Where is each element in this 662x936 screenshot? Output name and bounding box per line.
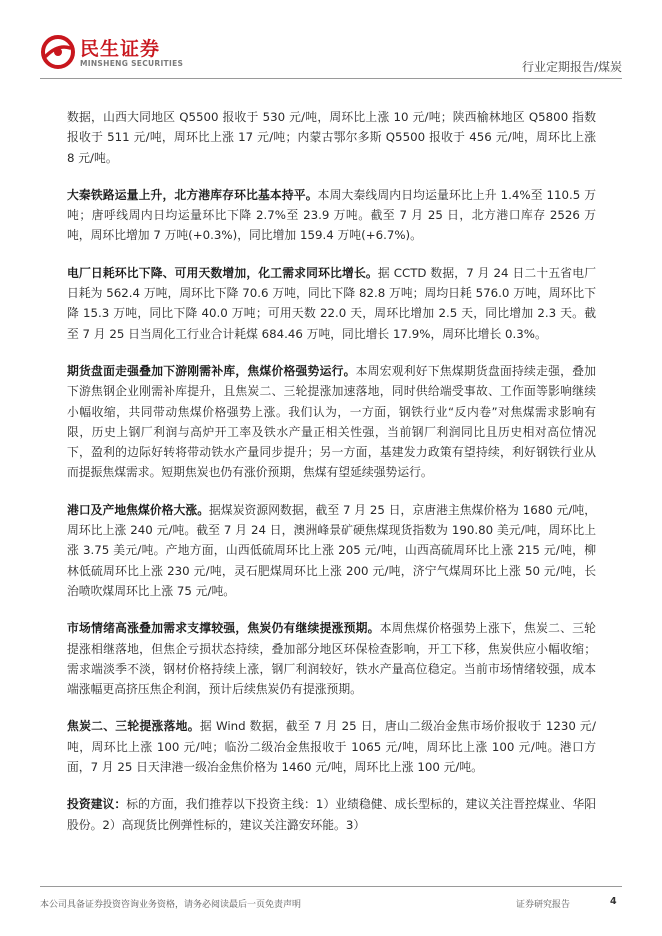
paragraph-text: 本周焦煤价格强势上涨下，焦炭二、三轮提涨相继落地，但焦企亏损状态持续，叠加部分地区环保检查影响，开工下移，焦炭供应小幅收缩；需求端淡季不淡，钢材价格持续上涨，钢厂利润较好，铁水产量高位稳定。当前市场情绪较强，成本端涨幅更高挤压焦企利润，预计后续焦炭仍有提涨预期。 [67,621,596,697]
paragraph-lead: 市场情绪高涨叠加需求支撑较强，焦炭仍有继续提涨预期。 [67,621,380,636]
paragraph-text: 本周大秦线周内日均运量环比上升 1.4%至 110.5 万吨；唐呼线周内日均运量环比下降 2.7%至 23.9 万吨。截至 7 月 25 日，北方港口库存 2526 万吨，周环比增加 7 万吨(+0.3%)，同比增加 159.4 万吨(+6.7%)。 [67,187,596,243]
paragraph-lead: 电厂日耗环比下降、可用天数增加，化工需求同环比增长。 [67,265,378,280]
report-body [67,107,596,852]
minsheng-logo-icon [40,34,76,70]
paragraph-coke-outlook [67,618,596,699]
paragraph-text: 据 CCTD 数据，7 月 24 日二十五省电厂日耗为 562.4 万吨，周环比下降 70.6 万吨，同比下降 82.8 万吨；周均日耗 576.0 万吨，周环比下降 15.3 万吨，同比下降 40.0 万吨；可用天数 22.0 天，周环比增加 2.5 天，同比增加 2.3 天。截至 7 月 25 日当周化工行业合计耗煤 684.46 万吨，同比增长 17.9%，周环比增长 0.3%。 [67,265,596,341]
paragraph-lead: 投资建议： [67,797,127,812]
paragraph-railway-port [67,185,596,246]
paragraph-coking-coal-prices [67,500,596,601]
page-header [0,0,662,86]
report-type-label: 行业定期报告/煤炭 [521,60,622,74]
paragraph-price-cont [67,107,596,168]
paragraph-text: 据 Wind 数据，截至 7 月 25 日，唐山二级冶金焦市场价报收于 1230 元/吨，周环比上涨 100 元/吨；临汾二级冶金焦报收于 1065 元/吨，周环比上涨 100 元/吨。港口方面，7 月 25 日天津港一级冶金焦价格为 1460 元/吨，周环比上涨 100 元/吨。 [67,719,596,775]
brand-logo[interactable] [40,34,184,74]
paragraph-lead: 大秦铁路运量上升，北方港库存环比基本持平。 [67,187,318,202]
paragraph-lead: 焦炭二、三轮提涨落地。 [67,719,200,734]
header-divider [40,78,622,79]
paragraph-text: 据煤炭资源网数据，截至 7 月 25 日，京唐港主焦煤价格为 1680 元/吨，周环比上涨 240 元/吨。截至 7 月 24 日，澳洲峰景矿硬焦煤现货指数为 190.80 美元/吨，周环比上涨 3.75 美元/吨。产地方面，山西低硫周环比上涨 205 元/吨，山西高硫周环比上涨 215 元/吨，柳林低硫周环比上涨 230 元/吨，灵石肥煤周环比上涨 200 元/吨，济宁气煤周环比上涨 50 元/吨，长治喷吹煤周环比上涨 75 元/吨。 [67,502,596,598]
paragraph-coking-coal-futures [67,361,596,483]
footer-doc-label: 证券研究报告 [516,900,571,910]
brand-name-en: MINSHENG SECURITIES [80,59,184,68]
paragraph-investment-advice [67,794,596,835]
paragraph-text: 标的方面，我们推荐以下投资主线：1）业绩稳健、成长型标的，建议关注晋控煤业、华阳股份。2）高现货比例弹性标的，建议关注潞安环能。3） [67,797,596,832]
brand-name-cn: 民生证券 [80,38,161,60]
page-number: 4 [610,896,617,907]
paragraph-lead: 港口及产地焦煤价格大涨。 [67,502,210,517]
paragraph-text: 本周宏观利好下焦煤期货盘面持续走强，叠加下游焦钢企业刚需补库提升，且焦炭二、三轮提涨加速落地，同时供给端受事故、工作面等影响继续小幅收缩，共同带动焦煤价格强势上涨。我们认为，一方面，钢铁行业“反内卷”对焦煤需求影响有限，历史上钢厂利润与高炉开工率及铁水产量正相关性强，当前钢厂利润同比且历史相对高位情况下，盈利的边际好转将带动铁水产量同步提升；另一方面，基建发力政策有望持续，利好钢铁行业从而提振焦煤需求。短期焦炭也仍有涨价预期，焦煤有望延续强势运行。 [67,363,596,480]
footer-disclaimer[interactable]: 本公司具备证券投资咨询业务资格，请务必阅读最后一页免责声明 [40,900,302,910]
paragraph-power-plant [67,263,596,344]
paragraph-lead: 期货盘面走强叠加下游刚需补库，焦煤价格强势运行。 [67,363,356,378]
paragraph-text: 数据，山西大同地区 Q5500 报收于 530 元/吨，周环比上涨 10 元/吨；陕西榆林地区 Q5800 指数报收于 511 元/吨，周环比上涨 17 元/吨；内蒙古鄂尔多斯 Q5500 报收于 456 元/吨，周环比上涨 8 元/吨。 [67,110,596,165]
footer-divider [40,886,622,887]
paragraph-coke-prices [67,716,596,777]
